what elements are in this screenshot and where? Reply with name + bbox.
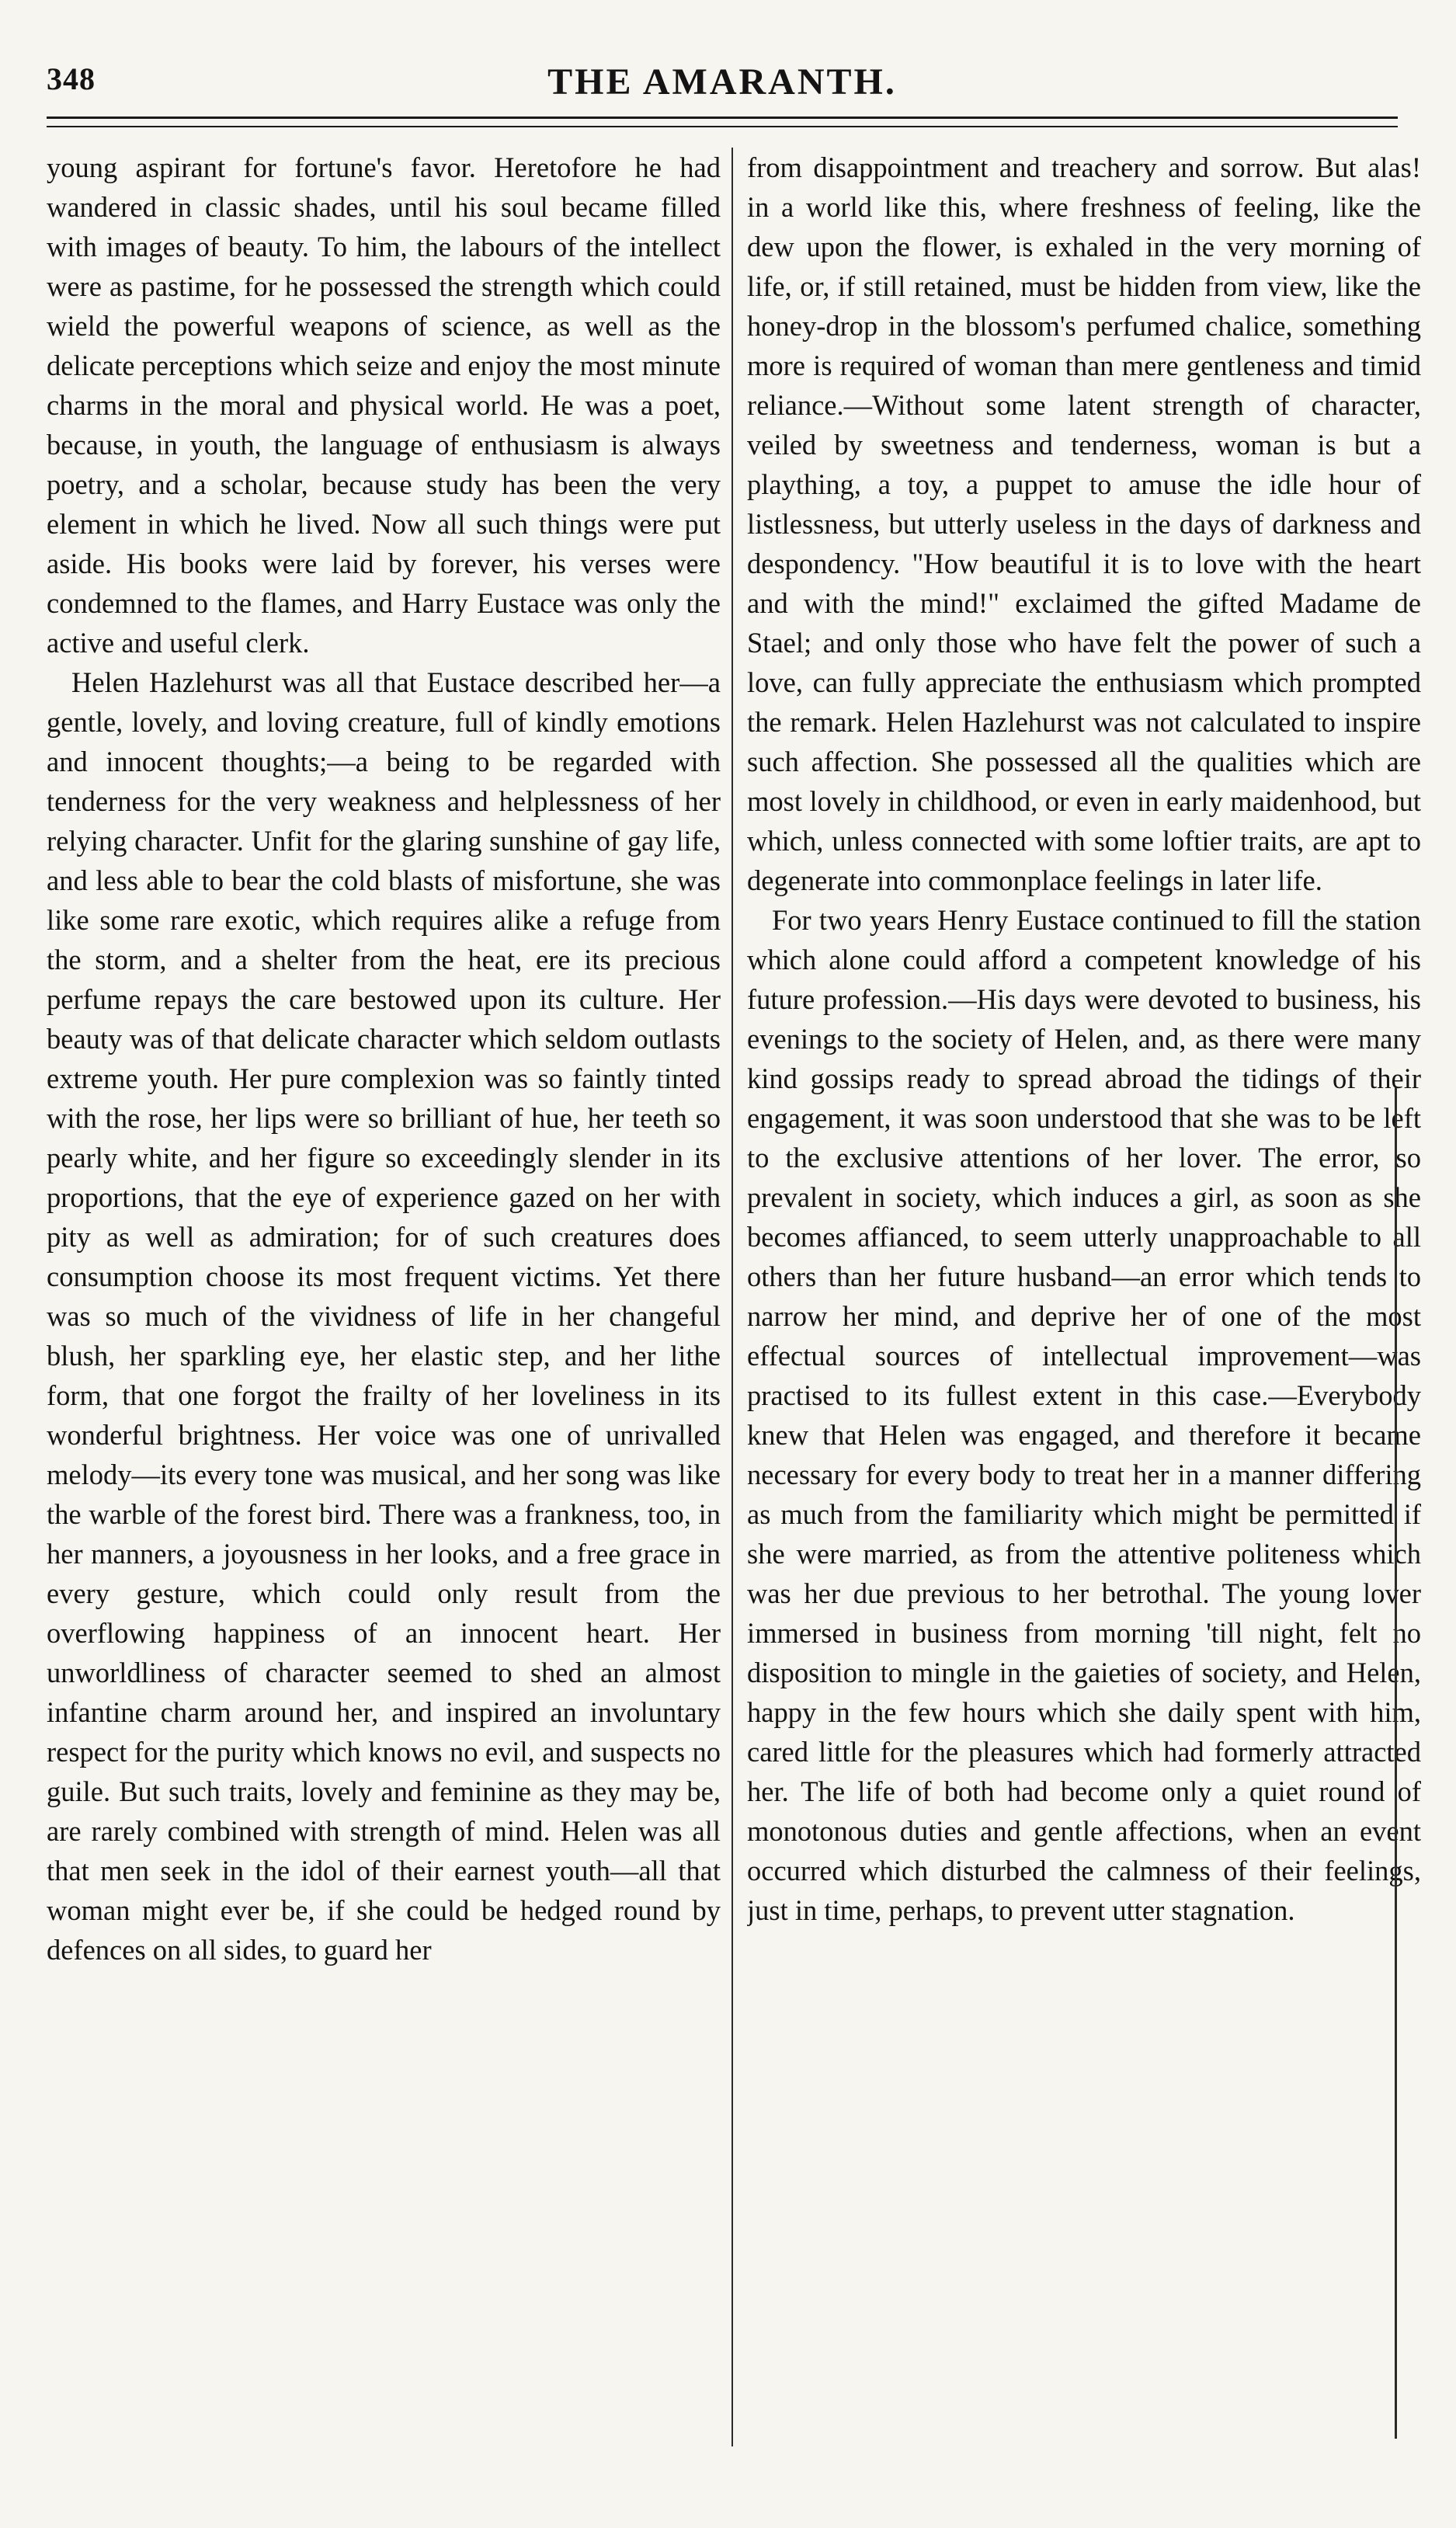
header-rule-double	[47, 126, 1398, 127]
running-title: THE AMARANTH.	[547, 61, 897, 103]
right-edge-rule	[1395, 1087, 1397, 2439]
paragraph: young aspirant for fortune's favor. Heretofore he had wandered in classic shades, until his soul became filled with images of beauty. To him, the labours of the intellect were as pastime, for he possessed the strength which could wield the powerful weapons of science, as well as the delicate perceptions which seize and enjoy the most minute charms in the moral and physical world. He was a poet, because, in youth, the language of enthusiasm is always poetry, and a scholar, because study has been the very element in which he lived. Now all such things were put aside. His books were laid by forever, his verses were condemned to the flames, and Harry Eustace was only the active and useful clerk.	[47, 151, 721, 659]
column-divider	[731, 148, 733, 2446]
page-number: 348	[47, 61, 96, 96]
right-column	[747, 148, 1421, 2478]
left-column	[47, 148, 721, 2478]
page-header	[47, 61, 1398, 107]
paragraph: For two years Henry Eustace continued to fill the station which alone could afford a competent knowledge of his future profession.—His days were devoted to business, his evenings to the society of Helen, and, as there were many kind gossips ready to spread abroad the tidings of their engagement, it was soon understood that she was to be left to the exclusive attentions of her lover. The error, so prevalent in society, which induces a girl, as soon as she becomes affianced, to seem utterly unapproachable to all others than her future husband—an error which tends to narrow her mind, and deprive her of one of the most effectual sources of intellectual improvement—was practised to its fullest extent in this case.—Everybody knew that Helen was engaged, and therefore it became necessary for every body to treat her in a manner differing as much from the familiarity which might be permitted if she were married, as from the attentive politeness which was her due previous to her betrothal. The young lover immersed in business from morning 'till night, felt no disposition to mingle in the gaieties of society, and Helen, happy in the few hours which she daily spent with him, cared little for the pleasures which had formerly attracted her. The life of both had become only a quiet round of monotonous duties and gentle affections, when an event occurred which disturbed the calmness of their feelings, just in time, perhaps, to prevent utter stagnation.	[747, 904, 1421, 1926]
paragraph: Helen Hazlehurst was all that Eustace described her—a gentle, lovely, and loving creature, full of kindly emotions and innocent thoughts;—a being to be regarded with tenderness for the very weakness and helplessness of her relying character. Unfit for the glaring sunshine of gay life, and less able to bear the cold blasts of misfortune, she was like some rare exotic, which requires alike a refuge from the storm, and a shelter from the heat, ere its precious perfume repays the care bestowed upon its culture. Her beauty was of that delicate character which seldom outlasts extreme youth. Her pure complexion was so faintly tinted with the rose, her lips were so brilliant of hue, her teeth so pearly white, and her figure so exceedingly slender in its proportions, that the eye of experience gazed on her with pity as well as admiration; for of such creatures does consumption choose its most frequent victims. Yet there was so much of the vividness of life in her changeful blush, her sparkling eye, her elastic step, and her lithe form, that one forgot the frailty of her loveliness in its wonderful brightness. Her voice was one of unrivalled melody—its every tone was musical, and her song was like the warble of the forest bird. There was a frankness, too, in her manners, a joyousness in her looks, and a free grace in every gesture, which could only result from the overflowing happiness of an innocent heart. Her unworldliness of character seemed to shed an almost infantine charm around her, and inspired an involuntary respect for the purity which knows no evil, and suspects no guile. But such traits, lovely and feminine as they may be, are rarely combined with strength of mind. Helen was all that men seek in the idol of their earnest youth—all that woman might ever be, if she could be hedged round by defences on all sides, to guard her	[47, 666, 721, 1966]
paragraph: from disappointment and treachery and sorrow. But alas! in a world like this, where freshness of feeling, like the dew upon the flower, is exhaled in the very morning of life, or, if still retained, must be hidden from view, like the honey-drop in the blossom's perfumed chalice, something more is required of woman than mere gentleness and timid reliance.—Without some latent strength of character, veiled by sweetness and tenderness, woman is but a plaything, a toy, a puppet to amuse the idle hour of listlessness, but utterly useless in the days of darkness and despondency. "How beautiful it is to love with the heart and with the mind!" exclaimed the gifted Madame de Stael; and only those who have felt the power of such a love, can fully appreciate the enthusiasm which prompted the remark. Helen Hazlehurst was not calculated to inspire such affection. She possessed all the qualities which are most lovely in childhood, or even in early maidenhood, but which, unless connected with some loftier traits, are apt to degenerate into commonplace feelings in later life.	[747, 151, 1421, 896]
header-rule	[47, 116, 1398, 119]
